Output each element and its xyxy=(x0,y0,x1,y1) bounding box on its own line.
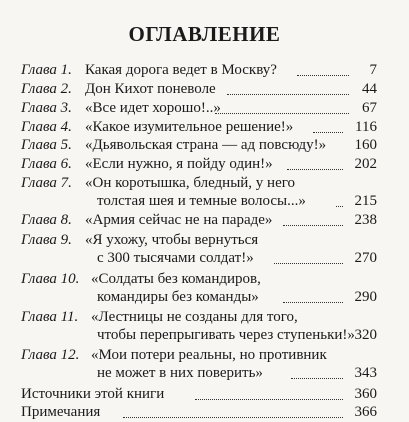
chapter-title: Дон Кихот поневоле xyxy=(85,81,216,97)
dot-leader xyxy=(195,399,343,400)
dot-leader xyxy=(336,206,343,207)
toc-entry-sources xyxy=(21,386,377,403)
dot-leader xyxy=(215,113,349,114)
page-number: 44 xyxy=(362,81,377,97)
page-number: 270 xyxy=(354,250,377,266)
toc-entry-9 xyxy=(21,232,377,268)
dot-leader xyxy=(283,225,343,226)
chapter-title: «Дьявольская страна — ад повсюду!» xyxy=(85,137,327,153)
chapter-title-line-1: «Я ухожу, чтобы вернуться xyxy=(85,232,259,248)
toc-entry-notes xyxy=(21,404,377,421)
toc-title: ОГЛАВЛЕНИЕ xyxy=(128,22,281,46)
chapter-title-line-2: не может в них поверить» xyxy=(97,365,263,381)
section-title: Примечания xyxy=(21,404,101,420)
chapter-title-line-1: «Солдаты без командиров, xyxy=(91,271,261,287)
chapter-label: Глава 1. xyxy=(21,62,72,78)
toc-entry-7 xyxy=(21,175,377,211)
page-number: 238 xyxy=(354,212,377,228)
page-number: 320 xyxy=(354,327,377,343)
toc-entry-6 xyxy=(21,156,377,173)
page-number: 360 xyxy=(354,386,377,402)
page-number: 7 xyxy=(369,62,377,78)
chapter-title-line-2: толстая шея и темные волосы...» xyxy=(97,193,306,209)
dot-leader xyxy=(227,94,349,95)
chapter-title-line-1: «Он коротышка, бледный, у него xyxy=(85,175,296,191)
chapter-title: «Какое изумительное решение!» xyxy=(85,119,294,135)
chapter-label: Глава 8. xyxy=(21,212,72,228)
toc-entry-12 xyxy=(21,347,377,383)
dot-leader xyxy=(297,75,349,76)
page-number: 116 xyxy=(355,119,377,135)
chapter-title-line-2: чтобы перепрыгивать через ступеньки!» xyxy=(97,327,355,343)
chapter-label: Глава 6. xyxy=(21,156,72,172)
chapter-label: Глава 11. xyxy=(21,309,79,325)
chapter-title: «Все идет хорошо!..» xyxy=(85,100,221,116)
toc-entry-5 xyxy=(21,137,377,154)
toc-entry-3 xyxy=(21,100,377,117)
page-number: 343 xyxy=(354,365,377,381)
page-number: 160 xyxy=(354,137,377,153)
chapter-label: Глава 5. xyxy=(21,137,72,153)
dot-leader xyxy=(287,169,343,170)
dot-leader xyxy=(274,263,343,264)
chapter-label: Глава 9. xyxy=(21,232,72,248)
dot-leader xyxy=(283,302,343,303)
chapter-title: Какая дорога ведет в Москву? xyxy=(85,62,277,78)
chapter-label: Глава 10. xyxy=(21,271,80,287)
toc-entry-1 xyxy=(21,62,377,79)
dot-leader xyxy=(291,378,343,379)
chapter-title: «Если нужно, я пойду один!» xyxy=(85,156,273,172)
page-number: 366 xyxy=(354,404,377,420)
chapter-label: Глава 2. xyxy=(21,81,72,97)
page-number: 215 xyxy=(354,193,377,209)
toc-entry-10 xyxy=(21,271,377,307)
page-number: 202 xyxy=(354,156,377,172)
chapter-title-line-2: с 300 тысячами солдат!» xyxy=(97,250,254,266)
toc-entry-8 xyxy=(21,212,377,229)
chapter-label: Глава 4. xyxy=(21,119,72,135)
page-number: 67 xyxy=(362,100,377,116)
dot-leader xyxy=(123,417,343,418)
toc-entry-11 xyxy=(21,309,377,345)
chapter-title-line-2: командиры без команды» xyxy=(97,289,259,305)
page-number: 290 xyxy=(354,289,377,305)
chapter-label: Глава 3. xyxy=(21,100,72,116)
chapter-title-line-1: «Мои потери реальны, но противник xyxy=(91,347,327,363)
chapter-title: «Армия сейчас не на параде» xyxy=(85,212,273,228)
toc-entry-4 xyxy=(21,119,377,136)
chapter-label: Глава 7. xyxy=(21,175,72,191)
dot-leader xyxy=(313,132,343,133)
section-title: Источники этой книги xyxy=(21,386,165,402)
chapter-title-line-1: «Лестницы не созданы для того, xyxy=(91,309,298,325)
chapter-label: Глава 12. xyxy=(21,347,80,363)
toc-entry-2 xyxy=(21,81,377,98)
